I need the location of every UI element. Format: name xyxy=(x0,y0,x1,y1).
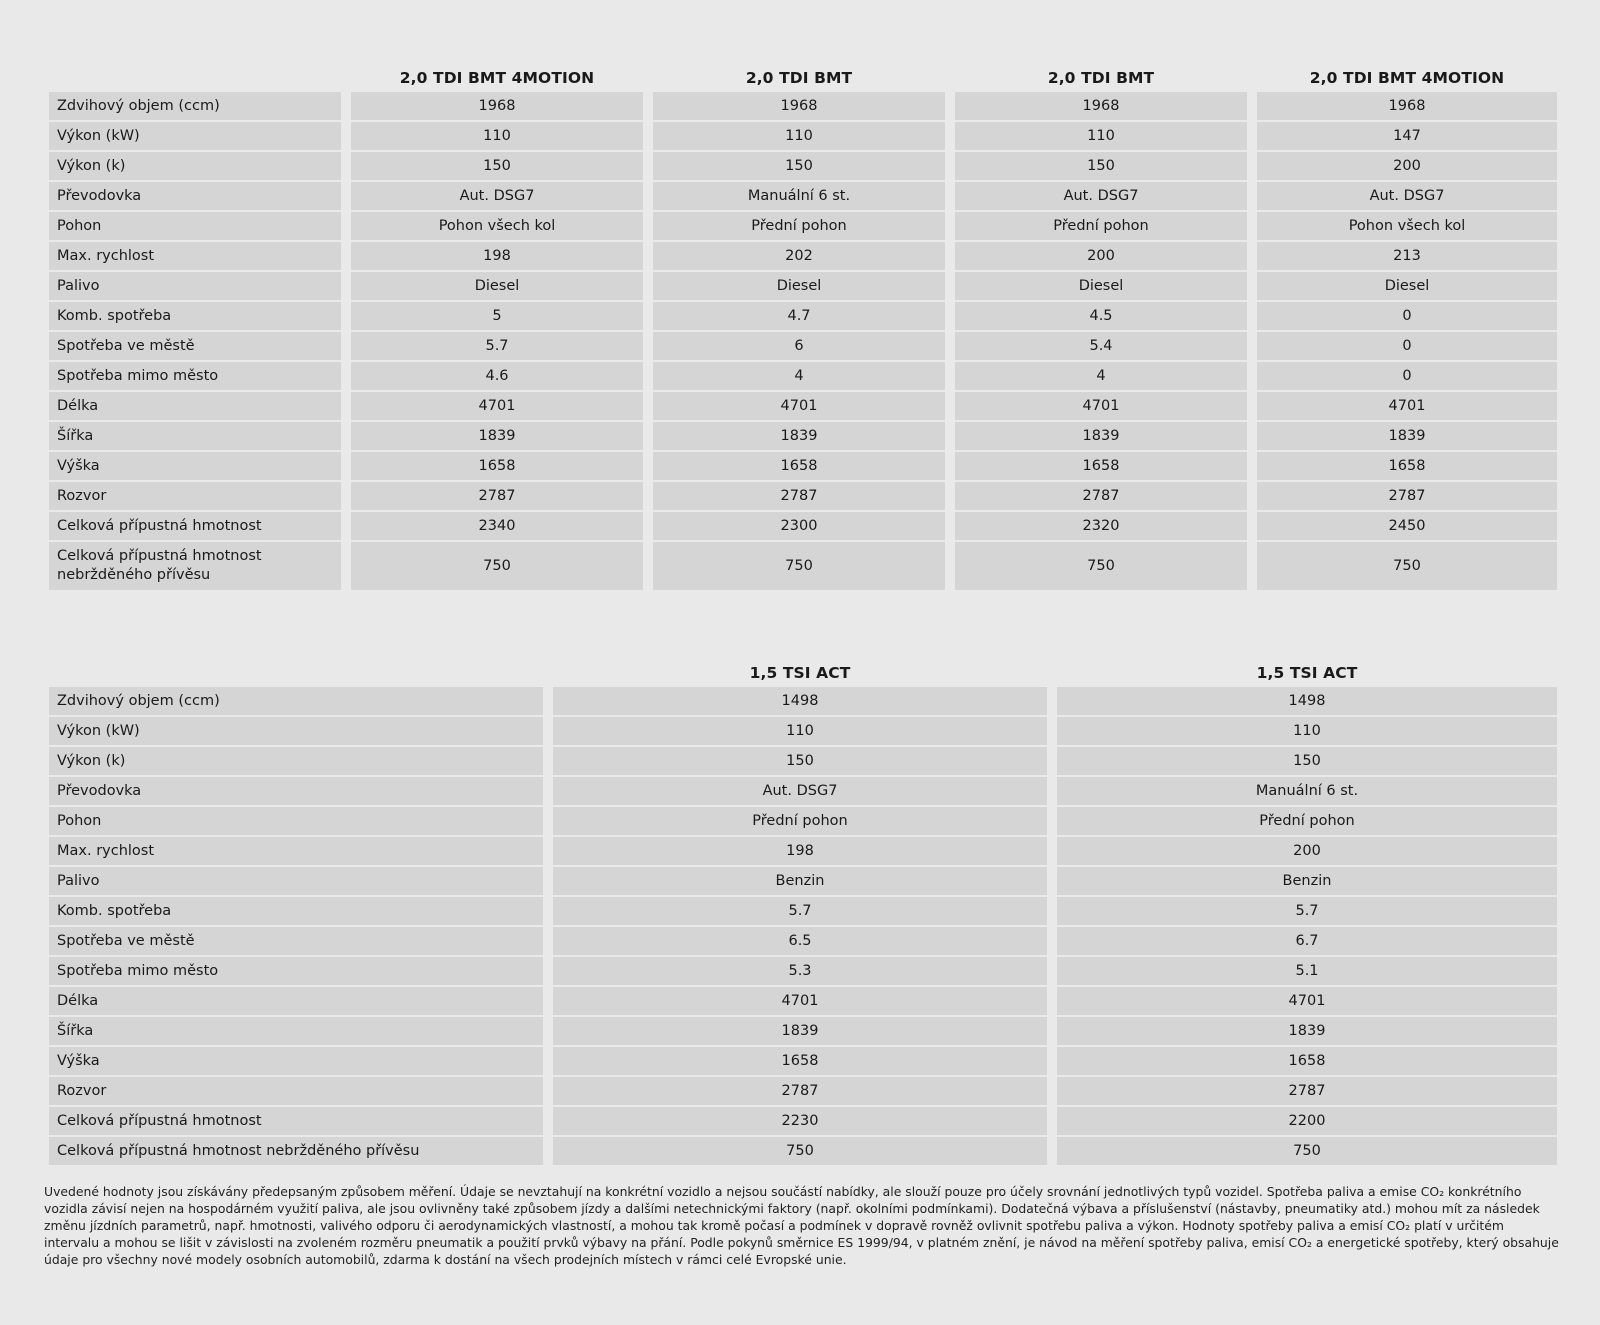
table-row xyxy=(49,867,1557,895)
table-row xyxy=(49,152,1557,180)
table-cell: 6 xyxy=(653,332,945,360)
column-header: 1,5 TSI ACT xyxy=(749,664,851,682)
column-header: 1,5 TSI ACT xyxy=(1256,664,1358,682)
row-label: Celková přípustná hmotnost nebržděného přívěsu xyxy=(49,1137,543,1165)
table-cell: 1968 xyxy=(1257,92,1557,120)
table-cell: 4.6 xyxy=(351,362,643,390)
row-label: Spotřeba ve městě xyxy=(49,927,543,955)
table-row xyxy=(49,747,1557,775)
table-cell: 200 xyxy=(1057,837,1557,865)
table-row xyxy=(49,987,1557,1015)
table-cell: 5 xyxy=(351,302,643,330)
row-label: Max. rychlost xyxy=(49,837,543,865)
table-row xyxy=(49,392,1557,420)
row-label: Spotřeba mimo město xyxy=(49,957,543,985)
table-row xyxy=(49,362,1557,390)
table-row xyxy=(49,482,1557,510)
table-cell: 4701 xyxy=(1257,392,1557,420)
table-cell: 150 xyxy=(351,152,643,180)
row-label: Rozvor xyxy=(49,482,341,510)
table-row xyxy=(49,182,1557,210)
row-label: Výška xyxy=(49,452,341,480)
table-cell: 110 xyxy=(351,122,643,150)
table-row xyxy=(49,897,1557,925)
table-cell: 2787 xyxy=(1057,1077,1557,1105)
row-label: Převodovka xyxy=(49,182,341,210)
table-cell: 750 xyxy=(351,542,643,590)
table-row xyxy=(49,957,1557,985)
row-label: Celková přípustná hmotnost xyxy=(49,512,341,540)
table-cell: Manuální 6 st. xyxy=(653,182,945,210)
row-label: Výška xyxy=(49,1047,543,1075)
table-row xyxy=(49,927,1557,955)
table-row xyxy=(49,777,1557,805)
table-cell: 750 xyxy=(955,542,1247,590)
table-cell: 1498 xyxy=(553,687,1047,715)
row-label: Spotřeba ve městě xyxy=(49,332,341,360)
table-cell: 5.7 xyxy=(351,332,643,360)
table-cell: Aut. DSG7 xyxy=(1257,182,1557,210)
table-cell: 198 xyxy=(553,837,1047,865)
table-row xyxy=(49,1017,1557,1045)
table-cell: 2787 xyxy=(553,1077,1047,1105)
table-cell: 150 xyxy=(1057,747,1557,775)
table-cell: 1658 xyxy=(955,452,1247,480)
table-cell: 2787 xyxy=(1257,482,1557,510)
row-label: Délka xyxy=(49,392,341,420)
table-cell: 198 xyxy=(351,242,643,270)
row-label: Šířka xyxy=(49,1017,543,1045)
table-cell: 1968 xyxy=(653,92,945,120)
row-label: Max. rychlost xyxy=(49,242,341,270)
table-cell: 0 xyxy=(1257,332,1557,360)
table-cell: 1839 xyxy=(351,422,643,450)
table-cell: 1968 xyxy=(955,92,1247,120)
header-empty xyxy=(49,64,341,92)
table-cell: 200 xyxy=(955,242,1247,270)
row-label: Rozvor xyxy=(49,1077,543,1105)
table-cell: 1839 xyxy=(1057,1017,1557,1045)
table-cell: 5.4 xyxy=(955,332,1247,360)
row-label: Výkon (k) xyxy=(49,152,341,180)
row-label: Šířka xyxy=(49,422,341,450)
table-cell: 2787 xyxy=(653,482,945,510)
row-label: Palivo xyxy=(49,867,543,895)
table-cell: 110 xyxy=(1057,717,1557,745)
table-cell: 2300 xyxy=(653,512,945,540)
table-cell: 4.7 xyxy=(653,302,945,330)
table-cell: Diesel xyxy=(351,272,643,300)
table-cell: 1658 xyxy=(553,1047,1047,1075)
table-cell: 202 xyxy=(653,242,945,270)
table-cell: 4.5 xyxy=(955,302,1247,330)
table-cell: Aut. DSG7 xyxy=(955,182,1247,210)
table-cell: 750 xyxy=(1057,1137,1557,1165)
table-row xyxy=(49,422,1557,450)
table-cell: 213 xyxy=(1257,242,1557,270)
row-label: Spotřeba mimo město xyxy=(49,362,341,390)
column-header: 2,0 TDI BMT 4MOTION xyxy=(399,69,595,87)
table-row xyxy=(49,122,1557,150)
row-label: Délka xyxy=(49,987,543,1015)
table-row xyxy=(49,1077,1557,1105)
table-cell: 4701 xyxy=(955,392,1247,420)
table-header-row xyxy=(49,64,1557,92)
table-row xyxy=(49,452,1557,480)
table-cell: 1839 xyxy=(955,422,1247,450)
table-cell: 750 xyxy=(1257,542,1557,590)
table-row xyxy=(49,332,1557,360)
table-cell: Benzin xyxy=(553,867,1047,895)
table-cell: 5.1 xyxy=(1057,957,1557,985)
table-cell: Pohon všech kol xyxy=(1257,212,1557,240)
disclaimer-footnote: Uvedené hodnoty jsou získávány předepsaným způsobem měření. Údaje se nevztahují na konkrétní vozidlo a nejsou součástí nabídky, ale slouží pouze pro účely srovnání jednotlivých typů vozidel. Spotřeba paliva a emise CO₂ konkrétního vozidla závisí nejen na hospodárném využití paliva, ale jsou ovlivněny také způsobem jízdy a dalšími netechnickými faktory (např. okolními podmínkami). Dodatečná výbava a příslušenství (nástavby, pneumatiky atd.) mohou mít za následek změnu jízdních parametrů, např. hmotnosti, valivého odporu či aerodynamických vlastností, a mohou tak kromě počasí a podmínek v dopravě rovněž ovlivnit spotřebu paliva a výkon. Hodnoty spotřeby paliva a emisí CO₂ platí v určitém intervalu a mohou se lišit v závislosti na zvoleném rozměru pneumatik a použití prvků výbavy na přání. Podle pokynů směrnice ES 1999/94, v platném znění, je návod na měření spotřeby paliva, emisí CO₂ a energetické spotřeby, který obsahuje údaje pro všechny nové modely osobních automobilů, zdarma k dostání na všech prodejních místech v rámci celé Evropské unie. xyxy=(44,1184,1559,1267)
row-label: Palivo xyxy=(49,272,341,300)
row-label: Pohon xyxy=(49,212,341,240)
table-cell: 5.7 xyxy=(1057,897,1557,925)
row-label: Výkon (kW) xyxy=(49,122,341,150)
row-label: Výkon (k) xyxy=(49,747,543,775)
table-cell: 0 xyxy=(1257,362,1557,390)
table-cell: 4 xyxy=(653,362,945,390)
table-cell: 1839 xyxy=(653,422,945,450)
table-row xyxy=(49,807,1557,835)
table-cell: 200 xyxy=(1257,152,1557,180)
row-label: Celková přípustná hmotnost nebržděného přívěsu xyxy=(49,542,341,590)
table-row xyxy=(49,717,1557,745)
row-label: Výkon (kW) xyxy=(49,717,543,745)
table-cell: 1658 xyxy=(351,452,643,480)
table-cell: Diesel xyxy=(1257,272,1557,300)
table-cell: 750 xyxy=(653,542,945,590)
table-cell: 2230 xyxy=(553,1107,1047,1135)
column-header: 2,0 TDI BMT xyxy=(745,69,853,87)
table-row xyxy=(49,1107,1557,1135)
table-cell: Přední pohon xyxy=(653,212,945,240)
row-label: Komb. spotřeba xyxy=(49,302,341,330)
table-cell: Přední pohon xyxy=(955,212,1247,240)
table-cell: 1658 xyxy=(1057,1047,1557,1075)
table-cell: Pohon všech kol xyxy=(351,212,643,240)
table-cell: 750 xyxy=(553,1137,1047,1165)
table-cell: 6.7 xyxy=(1057,927,1557,955)
header-empty xyxy=(49,659,543,687)
column-header: 2,0 TDI BMT xyxy=(1047,69,1155,87)
table-row xyxy=(49,302,1557,330)
table-row xyxy=(49,542,1557,590)
table-cell: 1658 xyxy=(653,452,945,480)
table-cell: 4701 xyxy=(351,392,643,420)
spec-table-diesel xyxy=(49,64,1557,592)
table-cell: 147 xyxy=(1257,122,1557,150)
table-cell: 0 xyxy=(1257,302,1557,330)
table-cell: 1968 xyxy=(351,92,643,120)
table-cell: 1498 xyxy=(1057,687,1557,715)
table-cell: 1658 xyxy=(1257,452,1557,480)
table-cell: 2320 xyxy=(955,512,1247,540)
table-cell: 110 xyxy=(553,717,1047,745)
row-label: Komb. spotřeba xyxy=(49,897,543,925)
table-header-row xyxy=(49,659,1557,687)
spec-table-petrol xyxy=(49,659,1557,1167)
table-cell: Aut. DSG7 xyxy=(351,182,643,210)
table-cell: 110 xyxy=(955,122,1247,150)
table-row xyxy=(49,837,1557,865)
row-label: Pohon xyxy=(49,807,543,835)
table-row xyxy=(49,687,1557,715)
table-row xyxy=(49,242,1557,270)
table-cell: 2787 xyxy=(351,482,643,510)
table-cell: Aut. DSG7 xyxy=(553,777,1047,805)
table-cell: 2200 xyxy=(1057,1107,1557,1135)
table-cell: Benzin xyxy=(1057,867,1557,895)
table-row xyxy=(49,92,1557,120)
table-cell: 150 xyxy=(553,747,1047,775)
table-cell: 150 xyxy=(653,152,945,180)
table-cell: Přední pohon xyxy=(1057,807,1557,835)
table-cell: Diesel xyxy=(955,272,1247,300)
table-cell: 5.7 xyxy=(553,897,1047,925)
table-cell: 1839 xyxy=(1257,422,1557,450)
table-cell: 6.5 xyxy=(553,927,1047,955)
table-row xyxy=(49,1137,1557,1165)
table-cell: 4701 xyxy=(1057,987,1557,1015)
table-row xyxy=(49,212,1557,240)
table-cell: 5.3 xyxy=(553,957,1047,985)
table-cell: 4701 xyxy=(653,392,945,420)
row-label: Převodovka xyxy=(49,777,543,805)
column-header: 2,0 TDI BMT 4MOTION xyxy=(1309,69,1505,87)
table-cell: 2787 xyxy=(955,482,1247,510)
table-row xyxy=(49,1047,1557,1075)
row-label: Zdvihový objem (ccm) xyxy=(49,92,341,120)
row-label: Zdvihový objem (ccm) xyxy=(49,687,543,715)
row-label: Celková přípustná hmotnost xyxy=(49,1107,543,1135)
table-cell: 150 xyxy=(955,152,1247,180)
table-cell: Diesel xyxy=(653,272,945,300)
table-cell: 4 xyxy=(955,362,1247,390)
table-cell: 110 xyxy=(653,122,945,150)
table-row xyxy=(49,272,1557,300)
table-cell: 4701 xyxy=(553,987,1047,1015)
table-cell: Přední pohon xyxy=(553,807,1047,835)
table-cell: Manuální 6 st. xyxy=(1057,777,1557,805)
table-cell: 1839 xyxy=(553,1017,1047,1045)
table-cell: 2340 xyxy=(351,512,643,540)
table-cell: 2450 xyxy=(1257,512,1557,540)
table-row xyxy=(49,512,1557,540)
